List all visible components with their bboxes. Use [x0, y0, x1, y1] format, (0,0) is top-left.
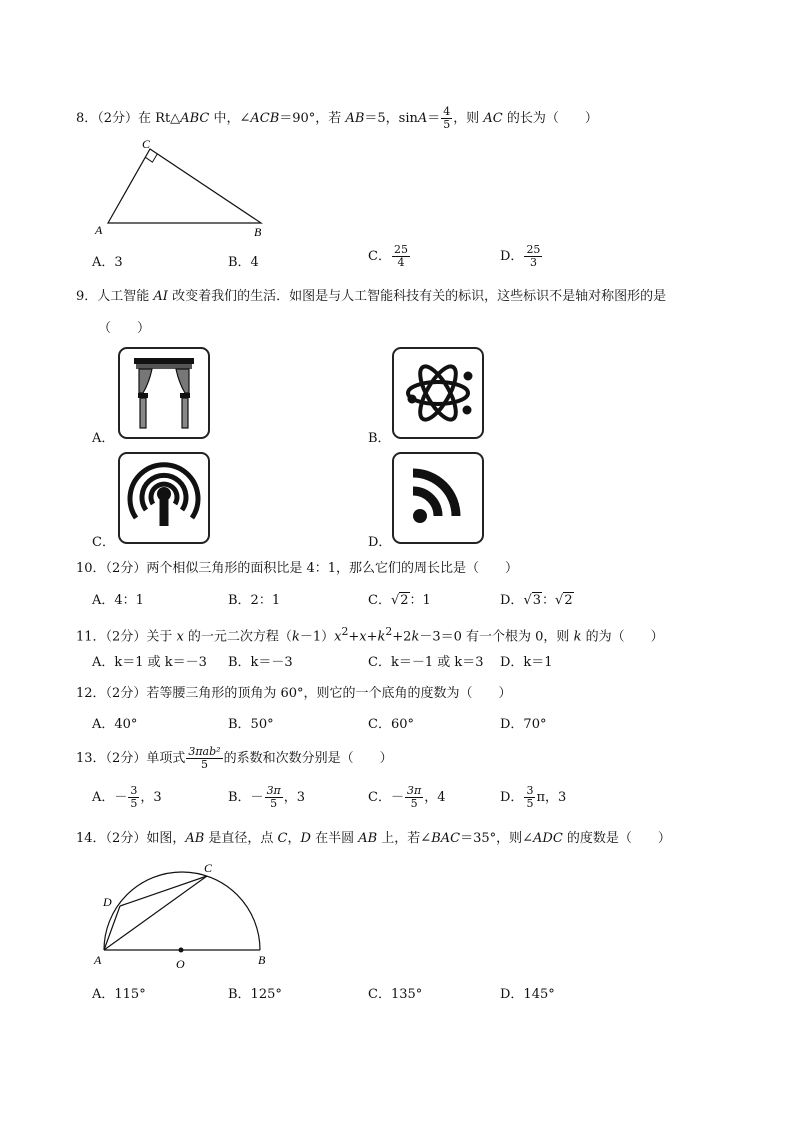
q14-text: 是直径，点 [204, 831, 278, 846]
q14-semicircle-figure [90, 860, 280, 972]
question-9-stem [76, 288, 666, 306]
q13-option-c[interactable] [368, 785, 445, 810]
option-label: D． [500, 790, 524, 805]
q11-var: x [176, 629, 184, 645]
q8-option-a[interactable]: A．3 [92, 255, 123, 270]
q8-option-d[interactable] [500, 244, 543, 269]
q10-option-d[interactable] [500, 592, 574, 610]
label-a: A [94, 953, 102, 967]
q8-text: ＝ [427, 111, 441, 126]
q14-var: AB [358, 831, 378, 846]
atom-icon [394, 349, 482, 437]
q14-text: 在半圆 [310, 831, 359, 846]
option-label: B．－ [228, 790, 264, 805]
fraction-denominator: 5 [443, 118, 451, 131]
label-b: B [258, 953, 266, 967]
q11-text: 的一元二次方程（ [183, 629, 292, 645]
q13-option-b[interactable] [228, 785, 305, 810]
exponent: 2 [385, 625, 393, 638]
fraction-numerator: 3 [130, 784, 138, 797]
q9-answer-paren: （ ） [98, 321, 151, 336]
q14-var: D [300, 831, 311, 846]
sqrt-symbol: √2 [555, 593, 573, 608]
q11-text: 11．（2分）关于 [76, 629, 177, 645]
q11-var: k [291, 629, 300, 645]
option-tail: ，4 [424, 790, 446, 805]
q8-triangle-figure [90, 136, 280, 240]
q11-text: + [348, 629, 360, 645]
q14-text: 上，若∠ [377, 831, 432, 846]
option-tail: ，3 [283, 790, 306, 805]
signal-tower-icon [120, 454, 208, 542]
label-d: D [103, 895, 112, 909]
label-c: C [142, 137, 151, 151]
q8-text: ＝90°，若 [279, 111, 346, 126]
q13-option-a[interactable] [92, 785, 162, 810]
option-label: C． [368, 593, 391, 608]
question-10-stem: 10．（2分）两个相似三角形的面积比是 4：1，那么它们的周长比是（ ） [76, 561, 518, 576]
label-a: A [95, 223, 103, 237]
question-11-stem [76, 623, 664, 646]
q14-var: BAC [431, 831, 461, 846]
question-12-stem: 12．（2分）若等腰三角形的顶角为 60°，则它的一个底角的度数为（ ） [76, 686, 512, 701]
triangle-abc [108, 149, 261, 223]
sqrt-radicand: 2 [400, 593, 409, 608]
q14-text: ， [287, 831, 301, 846]
fraction-numerator: 3π [406, 784, 422, 797]
chord-ac [104, 876, 207, 950]
q10-option-b[interactable]: B．2：1 [228, 593, 281, 608]
option-label: A．－ [92, 790, 128, 805]
option-tail: ，3 [140, 790, 162, 805]
q8-var: A [417, 111, 428, 126]
q11-var: k [411, 629, 420, 645]
q11-option-b[interactable]: B．k＝－3 [228, 655, 293, 670]
fraction-numerator: 25 [526, 243, 541, 256]
q10-option-a[interactable]: A．4：1 [92, 593, 144, 608]
option-label: D． [500, 593, 524, 608]
q11-text: 的为（ ） [581, 629, 664, 645]
option-tail: ：1 [409, 593, 431, 608]
q9-option-d-label[interactable]: D． [368, 535, 392, 550]
fraction-numerator: 3 [526, 784, 534, 797]
q14-option-d[interactable]: D．145° [500, 987, 555, 1002]
q9-option-a-box[interactable] [118, 347, 210, 439]
q14-option-a[interactable]: A．115° [92, 987, 146, 1002]
option-label: D． [500, 249, 524, 264]
option-tail: π，3 [536, 790, 567, 805]
q14-option-b[interactable]: B．125° [228, 987, 282, 1002]
label-b: B [254, 225, 262, 239]
q13-text: 13．（2分）单项式 [76, 751, 186, 766]
q9-option-b-box[interactable] [392, 347, 484, 439]
q12-option-b[interactable]: B．50° [228, 717, 274, 732]
q8-text: ＝5，sin [364, 111, 418, 126]
q14-var: ADC [533, 831, 563, 846]
label-o: O [176, 957, 185, 971]
fraction-numerator: 3π [266, 784, 281, 797]
q8-var: ABC [180, 111, 210, 126]
q11-var: k [573, 629, 582, 645]
fraction-denominator: 4 [397, 256, 405, 269]
q8-text: 的长为（ ） [502, 111, 598, 126]
fraction-denominator: 5 [130, 797, 138, 810]
fraction-denominator: 5 [200, 758, 208, 771]
q14-text: 14．（2分）如图， [76, 831, 186, 846]
q13-text: 的系数和次数分别是（ ） [223, 751, 393, 766]
q11-var: x [334, 629, 342, 645]
fraction-numerator: 4 [443, 105, 451, 118]
q8-var: AB [345, 111, 365, 126]
q13-fraction [186, 746, 222, 771]
q11-text: + [366, 629, 378, 645]
q11-text: －3＝0 有一个根为 0，则 [419, 629, 574, 645]
question-13-stem [76, 746, 393, 771]
q11-option-a[interactable]: A．k＝1 或 k＝－3 [92, 655, 207, 670]
question-8-stem [76, 106, 598, 131]
fraction-denominator: 5 [270, 797, 278, 810]
sqrt-symbol: √3 [523, 593, 542, 608]
label-c: C [204, 861, 213, 875]
curtain-icon [120, 349, 208, 437]
q12-option-c[interactable]: C．60° [368, 717, 414, 732]
q8-var: AC [483, 111, 503, 126]
q11-var: k [377, 629, 386, 645]
sqrt-radicand: 2 [564, 593, 573, 608]
exponent: 2 [341, 625, 349, 638]
question-14-stem [76, 830, 671, 848]
fraction-denominator: 5 [410, 797, 418, 810]
q8-option-c[interactable] [368, 244, 411, 269]
ratio-sep: ： [542, 593, 556, 608]
q12-option-a[interactable]: A．40° [92, 717, 138, 732]
option-label: C． [368, 249, 391, 264]
q14-var: AB [185, 831, 205, 846]
q8-fraction [441, 106, 452, 131]
q14-text: 的度数是（ ） [562, 831, 671, 846]
rss-feed-icon [394, 454, 482, 542]
q9-option-d-box[interactable] [392, 452, 484, 544]
q8-var: ACB [250, 111, 280, 126]
chord-ad [104, 906, 120, 950]
q9-text: 改变着我们的生活．如图是与人工智能科技有关的标识，这些标识不是轴对称图形的是 [167, 289, 667, 304]
q10-option-c[interactable] [368, 592, 431, 610]
q11-text: －1） [299, 629, 335, 645]
q11-text: +2 [392, 629, 412, 645]
q9-var: AI [153, 289, 168, 304]
q11-option-c[interactable]: C．k＝－1 或 k＝3 [368, 655, 484, 670]
q14-option-c[interactable]: C．135° [368, 987, 423, 1002]
q8-text: ，则 [453, 111, 484, 126]
q8-text: 中，∠ [209, 111, 251, 126]
fraction-denominator: 3 [529, 256, 537, 269]
fraction-denominator: 5 [526, 797, 534, 810]
q9-option-b-label[interactable]: B． [368, 431, 391, 446]
q13-option-d[interactable] [500, 785, 566, 810]
q9-option-c-box[interactable] [118, 452, 210, 544]
option-label: C．－ [368, 790, 404, 805]
q9-option-a-label[interactable]: A． [92, 431, 115, 446]
q8-option-b[interactable]: B．4 [228, 255, 259, 270]
q11-option-d[interactable]: D．k＝1 [500, 655, 553, 670]
semicircle-arc [104, 872, 260, 950]
fraction-numerator: 3πab² [188, 745, 221, 758]
q9-option-c-label[interactable]: C． [92, 535, 115, 550]
fraction-numerator: 25 [393, 243, 408, 256]
q12-option-d[interactable]: D．70° [500, 717, 547, 732]
q14-text: ＝35°，则∠ [460, 831, 534, 846]
q14-var: C [277, 831, 288, 846]
q8-text: 8．（2分）在 Rt△ [76, 111, 181, 126]
sqrt-symbol: √2 [390, 593, 409, 608]
sqrt-radicand: 3 [532, 593, 542, 608]
q9-text: 9．人工智能 [76, 289, 154, 304]
center-point-o [179, 948, 184, 953]
q11-var: x [359, 629, 367, 645]
chord-dc [120, 876, 207, 906]
